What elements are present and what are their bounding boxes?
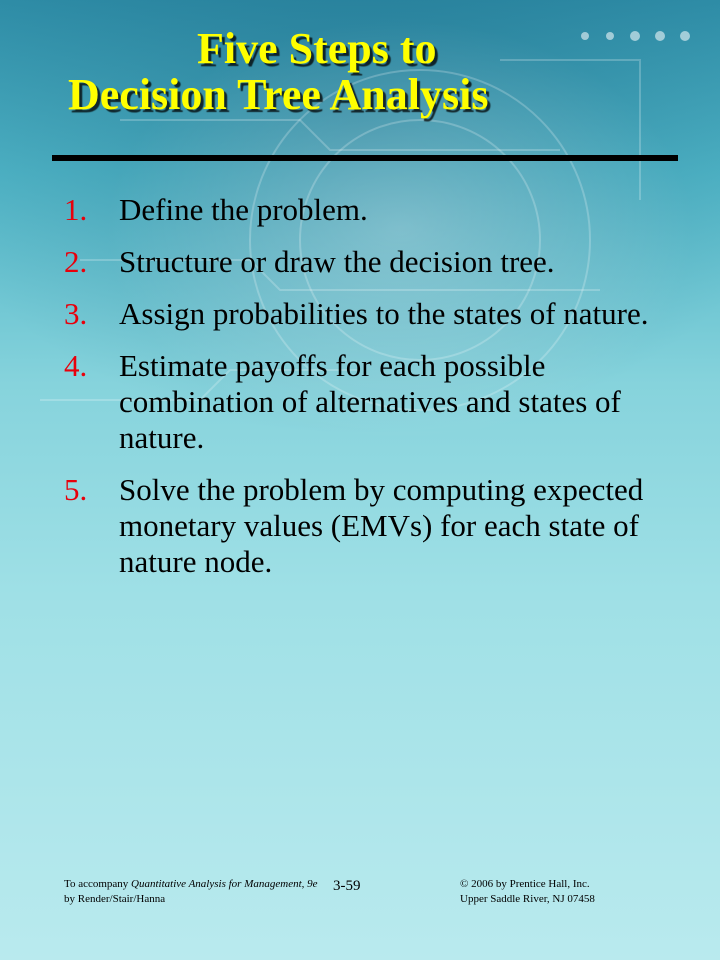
- footer-copyright: [460, 877, 595, 907]
- step-text: Solve the problem by computing expected monetary values (EMVs) for each state of nature node.: [119, 472, 644, 579]
- step-number: 4.: [64, 348, 88, 383]
- title-divider: [52, 155, 678, 161]
- step-number: 1.: [64, 192, 88, 227]
- title-line-2: Decision Tree Analysis: [68, 70, 489, 119]
- step-text: Estimate payoffs for each possible combination of alternatives and states of nature.: [119, 348, 621, 455]
- step-item-4: [64, 348, 704, 456]
- step-item-5: [64, 472, 704, 580]
- step-text: Define the problem.: [119, 192, 368, 227]
- footer-book-title: Quantitative Analysis for Management, 9e: [131, 878, 318, 890]
- footer-authors: by Render/Stair/Hanna: [64, 893, 166, 905]
- footer-copyright-line-1: © 2006 by Prentice Hall, Inc.: [460, 878, 590, 890]
- footer-credit: [64, 877, 318, 907]
- step-text: Assign probabilities to the states of nature.: [119, 296, 649, 331]
- slide-title: [0, 26, 720, 118]
- title-line-1: Five Steps to: [197, 24, 437, 73]
- step-item-1: [64, 192, 704, 228]
- step-number: 5.: [64, 472, 88, 507]
- step-item-3: [64, 296, 704, 332]
- slide-number: 3-59: [333, 878, 361, 894]
- footer-credit-prefix: To accompany: [64, 878, 132, 890]
- step-text: Structure or draw the decision tree.: [119, 244, 555, 279]
- steps-list: [64, 192, 704, 596]
- footer-copyright-line-2: Upper Saddle River, NJ 07458: [460, 893, 595, 905]
- step-number: 3.: [64, 296, 88, 331]
- step-item-2: [64, 244, 704, 280]
- step-number: 2.: [64, 244, 88, 279]
